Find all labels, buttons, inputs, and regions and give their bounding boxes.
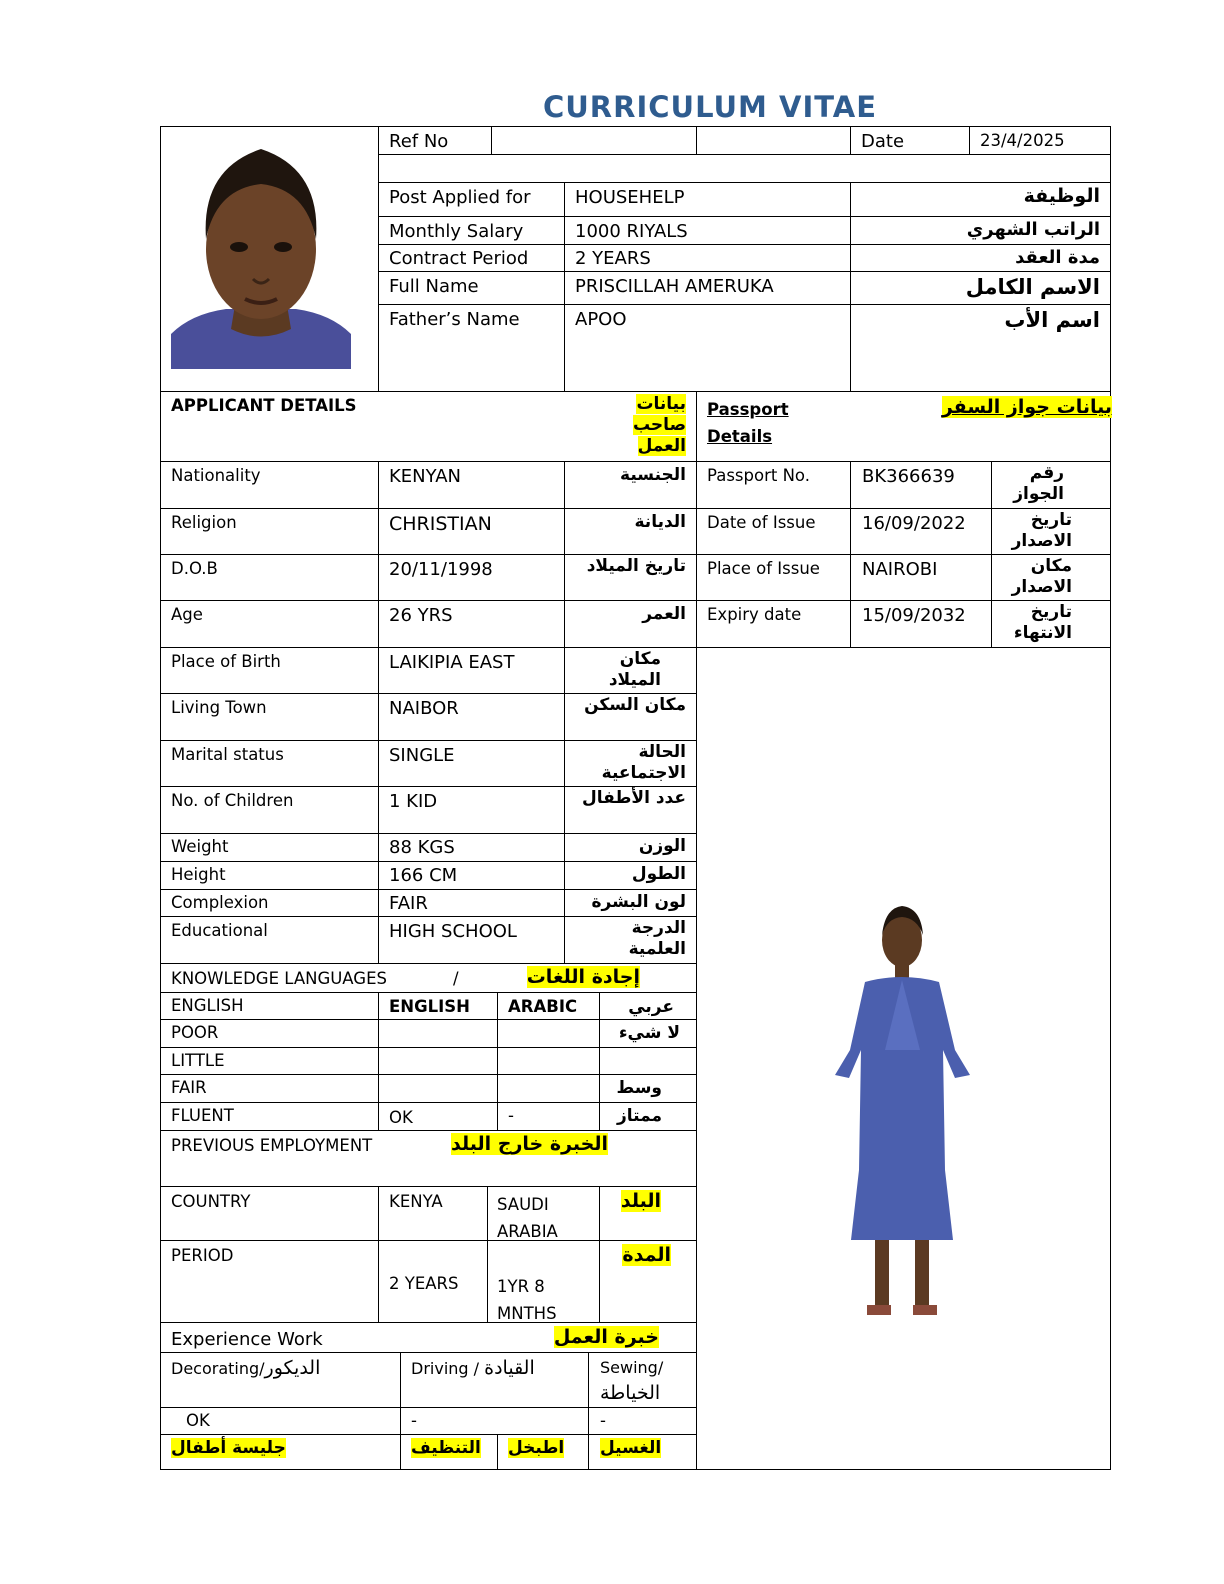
decorating-value: OK [186,1411,210,1430]
passport-no-ar: رقم الجواز [1013,463,1064,504]
languages-slash: / [453,969,459,988]
dob-label: D.O.B [171,559,218,578]
marital-status-value: SINGLE [389,745,455,766]
children-label: No. of Children [171,791,294,810]
passport-details-heading: Passport Details [707,400,789,446]
babysitting-ar: جليسة أطفال [171,1438,286,1458]
date-label: Date [861,131,905,152]
living-town-label: Living Town [171,698,267,717]
weight-label: Weight [171,837,229,856]
applicant-details-ar: بيانات صاحب العمل [632,394,686,456]
father-name-value: APOO [575,309,627,330]
father-name-label: Father’s Name [389,309,520,330]
lang-fair-ar: وسط [616,1078,662,1098]
marital-status-label: Marital status [171,745,284,764]
nationality-label: Nationality [171,466,261,485]
country-ar: البلد [620,1190,661,1212]
applicant-full-body-photo [825,900,980,1345]
age-value: 26 YRS [389,605,453,626]
place-of-birth-label: Place of Birth [171,652,281,671]
lang-fluent-ar: ممتاز [616,1106,662,1126]
monthly-salary-value: 1000 RIYALS [575,221,688,242]
post-applied-value: HOUSEHELP [575,187,685,208]
applicant-portrait-photo [171,129,351,369]
marital-status-ar: الحالة الاجتماعية [601,742,686,783]
children-value: 1 KID [389,791,438,812]
dob-value: 20/11/1998 [389,559,493,580]
lang-fair-label: FAIR [171,1078,207,1097]
period-label: PERIOD [171,1246,234,1265]
date-value: 23/4/2025 [980,131,1065,150]
religion-ar: الديانة [634,512,686,532]
age-ar: العمر [642,604,686,624]
place-of-birth-ar: مكان الميلاد [608,649,661,690]
educational-label: Educational [171,921,268,940]
full-name-value: PRISCILLAH AMERUKA [575,276,774,297]
previous-employment-ar: الخبرة خارج البلد [451,1133,608,1155]
expiry-date-ar: تاريخ الانتهاء [1013,602,1072,643]
cooking-ar: اطبخل [508,1438,565,1458]
period-2-value: 1YR 8 MNTHS [497,1277,557,1323]
contract-period-label: Contract Period [389,248,529,269]
sewing-ar: الخياطة [600,1382,661,1404]
date-of-issue-label: Date of Issue [707,513,816,532]
lang-col-english: ENGLISH [389,997,470,1016]
complexion-value: FAIR [389,893,428,914]
lang-col-arabic: ARABIC [508,997,578,1016]
lang-poor-ar: لا شيء [618,1023,680,1043]
page-title: CURRICULUM VITAE [542,90,878,124]
height-ar: الطول [631,864,686,884]
living-town-ar: مكان السكن [584,695,686,715]
contract-period-ar: مدة العقد [1015,247,1100,268]
living-town-value: NAIBOR [389,698,459,719]
country-label: COUNTRY [171,1192,251,1211]
children-ar: عدد الأطفال [582,788,686,808]
languages-heading: KNOWLEDGE LANGUAGES [171,969,387,988]
weight-value: 88 KGS [389,837,455,858]
post-applied-label: Post Applied for [389,187,531,208]
monthly-salary-label: Monthly Salary [389,221,524,242]
applicant-details-heading: APPLICANT DETAILS [171,396,357,415]
driving-value: - [411,1411,417,1430]
father-name-ar: اسم الأب [1004,308,1100,332]
height-value: 166 CM [389,865,458,886]
country-2-value: SAUDI ARABIA [497,1195,558,1241]
age-label: Age [171,605,203,624]
ref-no-label: Ref No [389,131,449,152]
weight-ar: الوزن [638,836,686,856]
complexion-ar: لون البشرة [591,892,686,912]
nationality-value: KENYAN [389,466,462,487]
complexion-label: Complexion [171,893,269,912]
passport-no-label: Passport No. [707,466,810,485]
nationality-ar: الجنسية [620,465,686,485]
period-1-value: 2 YEARS [389,1274,459,1293]
decorating-label: Decorating/الديكور [171,1357,321,1379]
cleaning-ar: التنظيف [411,1438,481,1458]
date-of-issue-ar: تاريخ الاصدار [1011,510,1072,551]
post-applied-ar: الوظيفة [1023,185,1100,207]
date-of-issue-value: 16/09/2022 [862,513,966,534]
experience-work-heading: Experience Work [171,1329,323,1350]
sewing-label: Sewing/ [600,1358,664,1377]
educational-value: HIGH SCHOOL [389,921,517,942]
monthly-salary-ar: الراتب الشهري [966,219,1100,240]
dob-ar: تاريخ الميلاد [586,556,686,576]
educational-ar: الدرجة العلمية [628,918,686,959]
passport-no-value: BK366639 [862,466,955,487]
previous-employment-heading: PREVIOUS EMPLOYMENT [171,1136,373,1155]
place-of-issue-ar: مكان الاصدار [1011,556,1072,597]
religion-value: CHRISTIAN [389,513,492,535]
passport-details-ar: بيانات جواز السفر [941,396,1112,418]
lang-fluent-label: FLUENT [171,1106,234,1125]
contract-period-value: 2 YEARS [575,248,651,269]
country-1-value: KENYA [389,1192,443,1211]
sewing-value: - [600,1411,606,1430]
place-of-issue-value: NAIROBI [862,559,938,580]
lang-little-label: LITTLE [171,1051,225,1070]
expiry-date-value: 15/09/2032 [862,605,966,626]
height-label: Height [171,865,226,884]
driving-label: Driving / القيادة [411,1357,535,1379]
place-of-birth-value: LAIKIPIA EAST [389,652,515,673]
full-name-ar: الاسم الكامل [965,275,1100,299]
lang-col-ar: عربي [628,997,674,1017]
full-name-label: Full Name [389,276,479,297]
experience-work-ar: خبرة العمل [553,1326,659,1348]
place-of-issue-label: Place of Issue [707,559,820,578]
lang-fluent-arabic: - [508,1106,514,1125]
washing-ar: الغسيل [600,1438,662,1458]
lang-fluent-english: OK [389,1108,413,1127]
religion-label: Religion [171,513,237,532]
period-ar: المدة [622,1244,671,1266]
lang-poor-label: POOR [171,1023,219,1042]
expiry-date-label: Expiry date [707,605,802,624]
languages-ar: إجادة اللغات [526,966,640,988]
lang-col-label: ENGLISH [171,996,244,1015]
